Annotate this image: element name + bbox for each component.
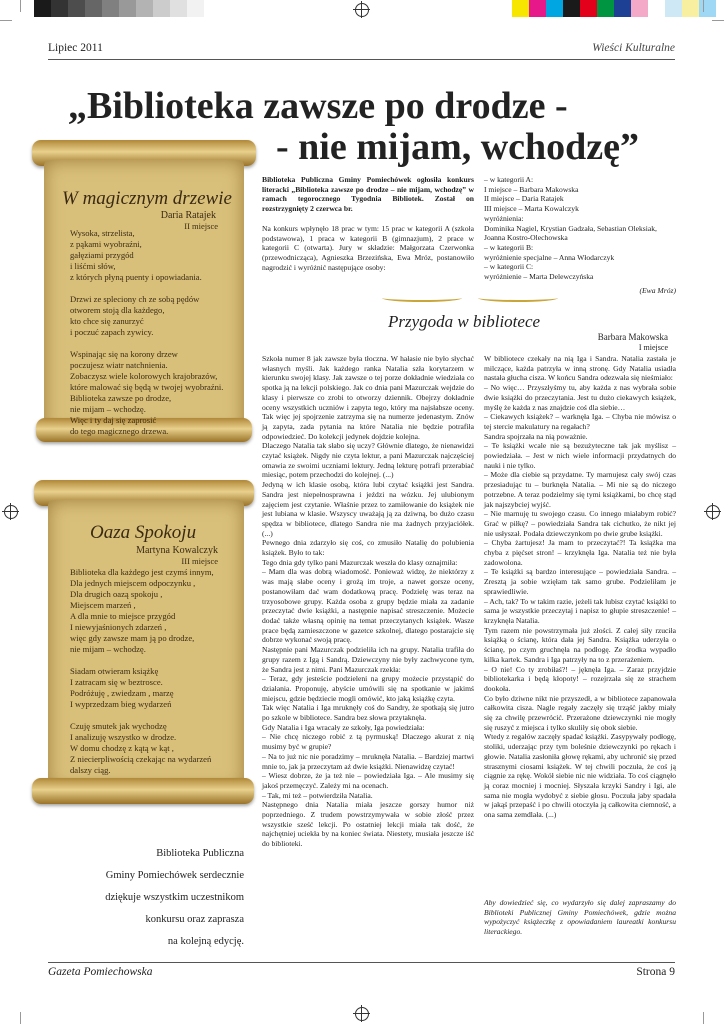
- color-registration-bar: [512, 0, 716, 17]
- footer-rule: [48, 962, 675, 963]
- crop-mark: [20, 1012, 21, 1024]
- color-swatch: [153, 0, 170, 17]
- issue-date: Lipiec 2011: [48, 42, 103, 54]
- story-author: Barbara Makowska: [597, 332, 668, 342]
- story-continuation-note: Aby dowiedzieć się, co wydarzyło się dalej zapraszamy do Biblioteki Publicznej Gminy Pomiechówek, gdzie można wypożyczyć książeczkę z opowiadaniem laureatki konkursu literackiego.: [484, 898, 676, 937]
- article-title-line-2: - nie mijam, wchodzę”: [276, 126, 640, 168]
- section-name: Wieści Kulturalne: [592, 42, 675, 54]
- color-swatch: [665, 0, 682, 17]
- color-swatch: [699, 0, 716, 17]
- registration-target-icon: [4, 505, 18, 519]
- color-swatch: [34, 0, 51, 17]
- color-swatch: [614, 0, 631, 17]
- color-swatch: [580, 0, 597, 17]
- poem-2-author: Martyna Kowalczyk: [136, 545, 218, 556]
- color-swatch: [682, 0, 699, 17]
- poem-1-place: II miejsce: [184, 221, 218, 231]
- poem-2-place: III miejsce: [181, 556, 218, 566]
- story-column-2: W bibliotece czekały na nią Iga i Sandra. Natalia zastała je milczące, każda patrzyła w inną stronę. Gdy Natalia usiadła nastała głucha cisza. W końcu Sandra odezwała się nieśmiało: – No więc… Przyszłyśmy tu, aby każda z nas wybrała sobie dwie książki do przeczytania. Jest tu dużo ciekawych książek, myślę że każda z nas znajdzie coś dla siebie… – Ciekawych książek? – warknęła Iga. – Chyba nie mówisz o tej stercie makulatury na regałach? Sandra spojrzała na nią poważnie. – Te książki wcale nie są bezużyteczne tak jak myślisz – powiedziała. – Jest w nich wiele informacji przydatnych do nauki i nie tylko. – Może dla ciebie są przydatne. Ty marnujesz cały swój czas przesiadując tu – burknęła Natalia. – Mi nie są do niczego potrzebne. A teraz podzielmy się tymi książkami, bo chcę stąd jak najszybciej wyjść. – Nie marnuję tu swojego czasu. Co innego miałabym robić? Grać w piłkę? – powiedziała Sandra tak cichutko, że nikt jej nie usłyszał. Podała dziewczynkom po dwie grube książki. – Chyba żartujesz! Ja mam to przeczytać?! Ta książka ma chyba z pięćset stron! – krzyknęła Iga. Natalia też nie była zadowolona. – Te książki są bardzo interesujące – powiedziała Sandra. – Zresztą ja sobie wzięłam tak samo grube. Podzieliłam je sprawiedliwie. – Ach, tak? To w takim razie, jeżeli tak lubisz czytać książki to sama je wszystkie przeczytaj i napisz to głupie streszczenie! – krzyknęła Natalia. Tym razem nie powstrzymała już złości. Z całej siły rzuciła książką o ścianę, która dała jej Sandra. Książka uderzyła o ścianę, po czym gruchnęła na podłogę. Ze środka wypadło kilka kartek. Sandra i Iga patrzyły na to z przerażeniem. – O nie! Co ty zrobiłaś?! – jęknęła Iga. – Zaraz przyjdzie bibliotekarka i będą kłopoty! – rozejrzała się ze strachem dookoła. Co było dziwne nikt nie przyszedł, a w bibliotece zapanowała całkowita cisza. Nagle regały zaczęły się trząść jakby miały się za chwilę przewrócić. Przerażone dziewczynki nie mogły się ruszyć z miejsca i tylko skuliły się obok siebie. Wtedy z regałów zaczęły spadać książki. Zasypywały podłogę, stoliki, uderzając przy tym boleśnie dziewczynki po rękach i głowie. Natalia zasłoniła głowę rękami, aby uchronić się przed strasznymi ciosami książek. W tej chwili poczuła, że coś ją ciągnie za rękę. Wokół siebie nic nie widziała. To coś ciągnęło ją coraz mocniej i mocniej. Słyszała krzyki Sandry i Igi, ale sama nie mogła wydobyć z siebie głosu. Poczuła jaby spadała w jakąś przepaść i po chwili otoczyła ją całkowita ciemność, a ona sama zemdlała. (...): [484, 354, 676, 820]
- crop-mark: [703, 1012, 704, 1024]
- color-swatch: [170, 0, 187, 17]
- color-swatch: [563, 0, 580, 17]
- registration-target-icon: [355, 1007, 369, 1021]
- color-swatch: [119, 0, 136, 17]
- color-swatch: [648, 0, 665, 17]
- story-column-1: Szkoła numer 8 jak zawsze była tłoczna. W hałasie nie było słychać własnych myśli. Jak każdego ranka Natalia szła korytarzem w kierunku swojej klasy. Jak zawsze o tej porze dokładnie wiedziała co spotka ją na lekcji polskiego. Jak co dnia pani Mazurczak wejdzie do klasy i pierwsze co zrobi to otworzy dziennik. Obejrzy dokładnie oceny wszystkich uczniów i zapyta tego, który ma najsłabsze oceny. Tak więc jej spojrzenie zatrzyma się na numerze jedenastym. Znów ją zapyta, zada pytania na które Natalia nie będzie potrafiła odpowiedzieć. Do kolekcji jedynek dojdzie kolejna. Dlaczego Natalia tak słabo się uczy? Głównie dlatego, że nienawidzi czytać książek. Nigdy nie czyta lektur, a pani Mazurczak najczęściej omawia ze swoimi uczniami lektury. Jedną lekturę potrafi przerabiać miesiąc, potem przechodzi do kolejnej. (...) Jedyną w ich klasie osobą, która lubi czytać książki jest Sandra. Sandra jest niepełnosprawna i jeździ na wózku. Jej ulubionym zajęciem jest czytanie. Właśnie przez to zamiłowanie do książek nie jest lubiana w klasie. Wszyscy uważają ją za dziwną, bo dużo czasu spędza w bibliotece, dlatego Sandra nie ma żadnych przyjaciółek. (...) Pewnego dnia zdarzyło się coś, co zmusiło Natalię do polubienia książek. Było to tak: Tego dnia gdy tylko pani Mazurczak weszła do klasy oznajmiła: – Mam dla was dobrą wiadomość. Ponieważ widzę, że niektórzy z was mają słabe oceny i grożą im troje, a nawet gorsze oceny, postanowiłam dać wam dodatkową pracę. Podzielę was teraz na trzyosobowe grupy. Każda osoba z grupy będzie miała za zadanie przeczytać dwie książki, a następnie napisać streszczenie. Możecie dodać także własną opinię na temat przeczytanych książek. Wasze prace będą zamieszczone w gazetce szkolnej, dlatego postarajcie się dobrze wykonać swoją pracę. Następnie pani Mazurczak podzieliła ich na grupy. Natalia trafiła do grupy razem z Igą i Sandrą. Dziewczyny nie były zachwycone tym, że Sandra jest z nimi. Pani Mazurczak rzekła: – Teraz, gdy jesteście podzieleni na grupy możecie przystąpić do działania. Proponuję, abyście umówili się na spotkanie w jakimś miejscu, gdzie będziecie mogli omówić, kto jaką książkę czyta. Tak więc Natalia i Iga mruknęły coś do Sandry, że spotkają się jutro po szkole w bibliotece. Sandra bez słowa przytaknęła. Gdy Natalia i Iga wracały ze szkoły, Iga powiedziała: – Nie chcę niczego robić z tą pyrmuską! Dlaczego akurat z nią musimy być w grupie? – Na to już nic nie poradzimy – mruknęła Natalia. – Bardziej martwi mnie to, jak ja przeczytam aż dwie książki. Nienawidzę czytać! – Wiesz dobrze, że ja też nie – powiedziała Iga. – Ale musimy się jakoś przemęczyć. Zależy mi na ocenach. – Tak, mi też – potwierdziła Natalia. Następnego dnia Natalia miała jeszcze gorszy humor niż poprzedniego. Z trudem powstrzymywała w sobie złość przez wszystkie sześć lekcji. Po ostatniej lekcji miała tak dość, że najchętniej uciekła by na koniec świata. Niestety, musiała jeszcze iść do biblioteki.: [262, 354, 474, 849]
- color-swatch: [546, 0, 563, 17]
- color-swatch: [187, 0, 204, 17]
- crop-mark: [20, 0, 21, 12]
- color-swatch: [51, 0, 68, 17]
- contest-results: – w kategorii A: I miejsce – Barbara Makowska II miejsce – Daria Ratajek III miejsce – Marta Kowalczyk wyróżnienia: Dominika Nagiel, Krystian Gadzała, Sebastian Oleksiak, Joanna Kostro-Olechowska – w kategorii B: wyróżnienie specjalne – Anna Włodarczyk – w kategorii C: wyróżnienie – Marta Delewczyńska: [484, 175, 657, 282]
- grey-registration-bar: [34, 0, 204, 17]
- decorative-swoosh: [382, 294, 462, 302]
- page-number: Strona 9: [636, 966, 675, 978]
- registration-target-icon: [706, 505, 720, 519]
- crop-mark: [712, 20, 724, 21]
- newspaper-name: Gazeta Pomiechowska: [48, 966, 153, 978]
- crop-mark: [703, 0, 704, 12]
- article-title-line-1: „Biblioteka zawsze po drodze -: [68, 85, 568, 127]
- poem-1-title: W magicznym drzewie: [62, 188, 232, 209]
- color-swatch: [597, 0, 614, 17]
- contest-intro: Na konkurs wpłynęło 18 prac w tym: 15 prac w kategorii A (szkoła podstawowa), 1 praca w kategorii B (gimnazjum), 2 prace w kategorii C (otwarta). Jury w składzie: Małgorzata Czerwonka (przewodnicząca), Agnieszka Brzezińska, Ewa Mróz, postanowiło nagrodzić i wyróżnić następujące osoby:: [262, 224, 474, 272]
- color-swatch: [631, 0, 648, 17]
- color-swatch: [85, 0, 102, 17]
- results-signature: (Ewa Mróz): [639, 286, 676, 295]
- poem-1-author: Daria Ratajek: [160, 210, 216, 221]
- decorative-swoosh: [478, 294, 558, 302]
- color-swatch: [529, 0, 546, 17]
- header-rule: [48, 59, 675, 60]
- color-swatch: [102, 0, 119, 17]
- color-swatch: [68, 0, 85, 17]
- crop-mark: [0, 20, 12, 21]
- color-swatch: [136, 0, 153, 17]
- poem-2-body: Biblioteka dla każdego jest czymś innym, Dla jednych miejscem odpoczynku , Dla drugich oazą spokoju , Miejscem marzeń , A dla mnie to miejsce przygód I niewyjaśnionych zdarzeń , więc gdy zawsze mam ją po drodze, nie mijam – wchodzę. Siadam otwieram książkę I zatracam się w beztrosce. Podróżuję , zwiedzam , marzę I wyprzedzam bieg wydarzeń Czuję smutek jak wychodzę I analizuję wszystko w drodze. W domu chodzę z kątą w kąt , Z niecierpliwością czekając na wydarzeń dalszy ciąg.: [70, 567, 214, 775]
- story-place: I miejsce: [638, 343, 668, 352]
- registration-target-icon: [355, 3, 369, 17]
- scroll-bottom-roll: [32, 778, 254, 804]
- poem-1-body: Wysoka, strzelista, z pąkami wyobraźni, gałęziami przygód i liśćmi słów, z których płyną puenty i opowiadania. Drzwi ze spleciony ch ze sobą pędów otworem stoją dla każdego, kto chce się zanurzyć i poczuć zapach zywicy. Wspinając się na korony drzew poczujesz wiatr natchnienia. Zobaczysz wiele kolorowych krajobrazów, które malować się będą w twojej wyobraźni. Biblioteka zawsze po drodze, nie mijam – wchodzę. Więc i ty daj się zaprosić do tego magicznego drzewa.: [70, 228, 224, 436]
- color-swatch: [512, 0, 529, 17]
- contest-intro-bold: Biblioteka Publiczna Gminy Pomiechówek ogłosiła konkurs literacki „Biblioteka zawsze po drodze – nie mijam, wchodzę” w ramach tegorocznego Tygodnia Bibliotek. Został on rozstrzygnięty 2 czerwca br.: [262, 175, 474, 214]
- poem-2-title: Oaza Spokoju: [90, 522, 197, 543]
- story-title: Przygoda w bibliotece: [388, 312, 541, 331]
- thanks-note: Biblioteka Publiczna Gminy Pomiechówek serdecznie dziękuje wszystkim uczestnikom konkursu oraz zaprasza na kolejną edycję.: [105, 848, 244, 947]
